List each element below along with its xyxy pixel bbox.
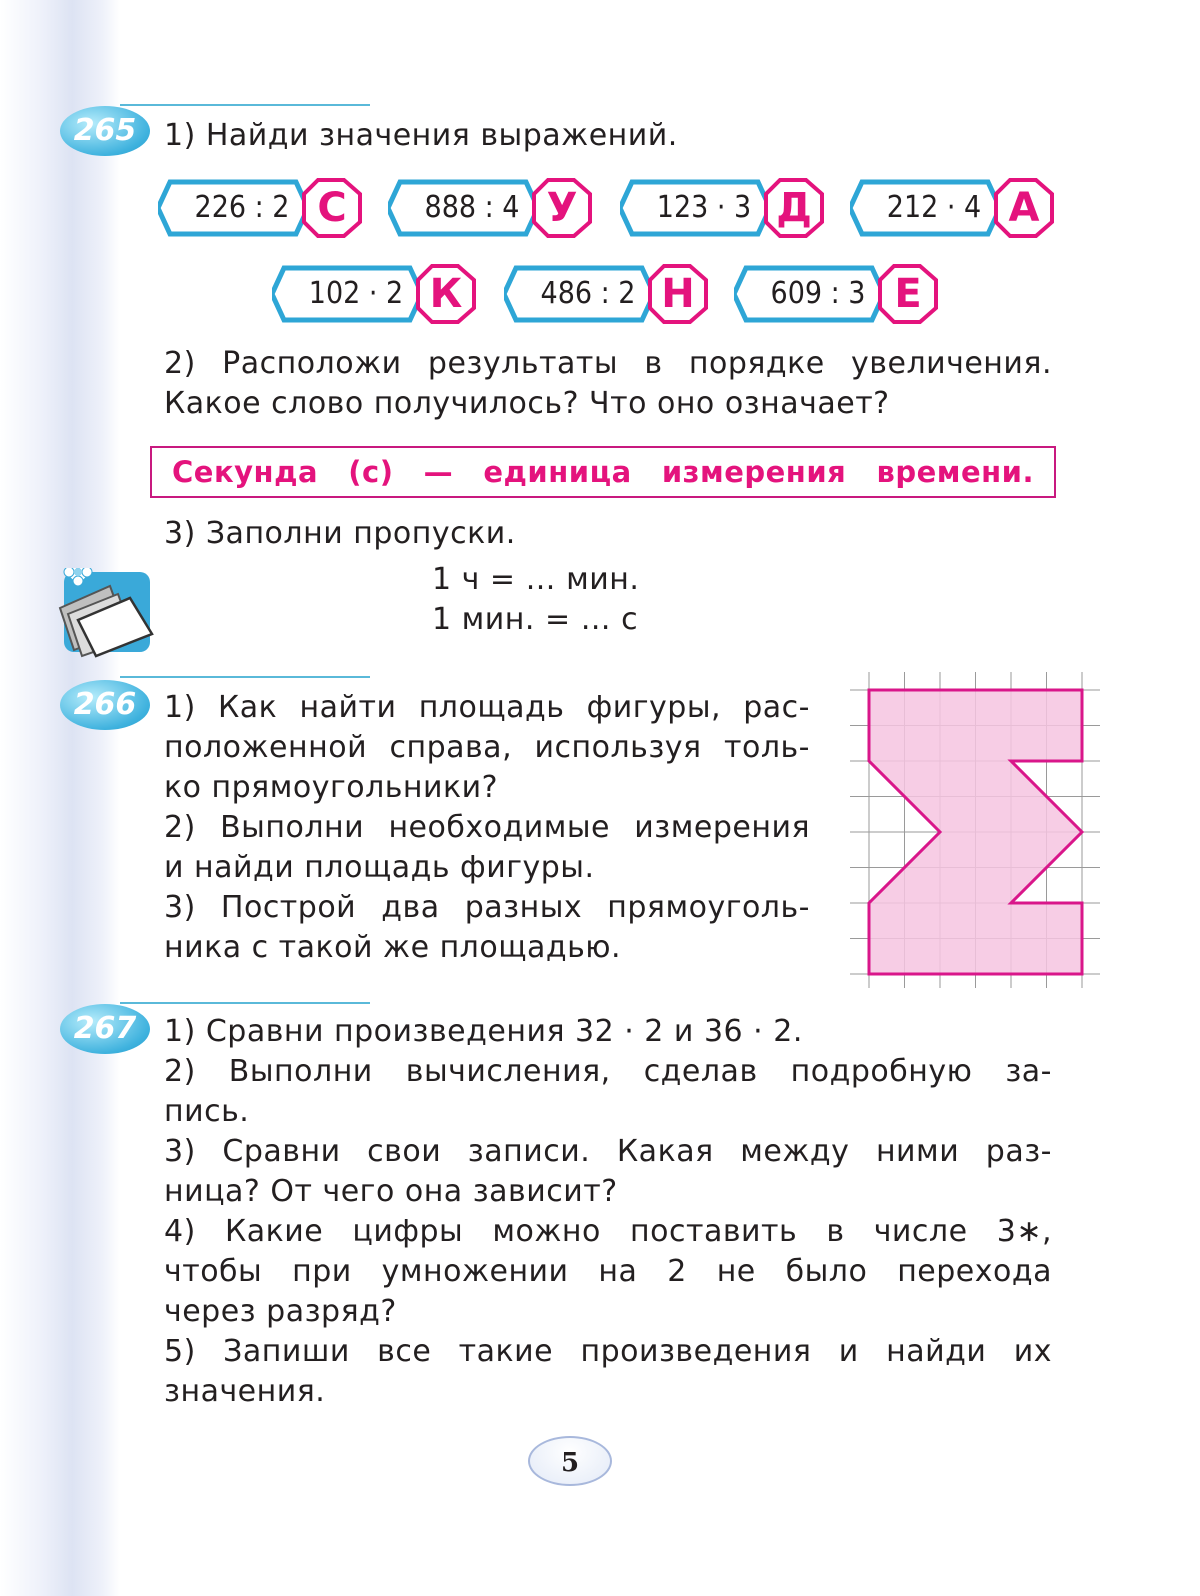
chip-expression: 212 · 4 [886, 190, 982, 225]
expression-chip [620, 178, 824, 238]
expression-chip [272, 264, 476, 324]
task-267-number: 267 [60, 1004, 150, 1054]
chip-expression: 226 : 2 [194, 190, 290, 225]
text-line: ница? От чего она зависит? [164, 1174, 618, 1209]
chip-letter: А [1008, 185, 1040, 231]
expression-chip [388, 178, 592, 238]
page-number: 5 [528, 1436, 612, 1486]
chip-expression: 102 · 2 [308, 276, 404, 311]
area-figure [850, 668, 1102, 990]
text-line: 3) Построй два разных прямоуголь- [164, 890, 810, 925]
margin-strip [0, 0, 120, 1596]
expression-chip [504, 264, 708, 324]
text-line: значения. [164, 1374, 326, 1409]
task-266-rule [120, 676, 370, 678]
equation-hours: 1 ч = … мин. [432, 562, 640, 597]
expression-chip [850, 178, 1054, 238]
text-line: 2) Расположи результаты в порядке увеличения. [164, 346, 1052, 381]
equation-minutes: 1 мин. = … с [432, 602, 639, 637]
text-line: чтобы при умножении на 2 не было перехода [164, 1254, 1052, 1289]
text-line: 3) Сравни свои записи. Какая между ними раз- [164, 1134, 1052, 1169]
flash-cards-icon [56, 568, 158, 658]
text-line: 2) Выполни вычисления, сделав подробную за- [164, 1054, 1052, 1089]
chip-letter: Н [661, 271, 695, 317]
rule-box: Секунда (с) — единица измерения времени. [150, 446, 1056, 498]
text-line: ко прямоугольники? [164, 770, 499, 805]
text-line: ника с такой же площадью. [164, 930, 622, 965]
task-265-number: 265 [60, 106, 150, 156]
chip-expression: 609 : 3 [770, 276, 866, 311]
text-line: 5) Запиши все такие произведения и найди их [164, 1334, 1052, 1369]
chip-letter: С [317, 185, 347, 231]
task-265-part2 [164, 344, 1052, 424]
task-266-number: 266 [60, 680, 150, 730]
text-line: 1) Как найти площадь фигуры, рас- [164, 690, 810, 725]
text-line: 1) Сравни произведения 32 · 2 и 36 · 2. [164, 1014, 803, 1049]
text-line: 4) Какие цифры можно поставить в числе 3∗, [164, 1214, 1052, 1249]
task-265-rule [120, 104, 370, 106]
text-line: и найди площадь фигуры. [164, 850, 595, 885]
text-line: пись. [164, 1094, 250, 1129]
chip-letter: У [546, 185, 578, 231]
text-line: через разряд? [164, 1294, 397, 1329]
task-265-part1: 1) Найди значения выражений. [164, 118, 678, 153]
expression-chip [158, 178, 362, 238]
task-267-rule [120, 1002, 370, 1004]
chip-expression: 123 · 3 [656, 190, 752, 225]
chip-expression: 486 : 2 [540, 276, 636, 311]
text-line: положенной справа, используя толь- [164, 730, 810, 765]
text-line: 2) Выполни необходимые измерения [164, 810, 810, 845]
chip-expression: 888 : 4 [424, 190, 520, 225]
chip-letter: Д [776, 185, 812, 231]
task-266-text [164, 688, 810, 968]
task-265-part3: 3) Заполни пропуски. [164, 516, 516, 551]
chip-letter: К [429, 271, 463, 317]
task-267-text [164, 1012, 1052, 1412]
text-line: Какое слово получилось? Что оно означает? [164, 386, 890, 421]
chip-letter: Е [894, 271, 922, 317]
expression-chip [734, 264, 938, 324]
